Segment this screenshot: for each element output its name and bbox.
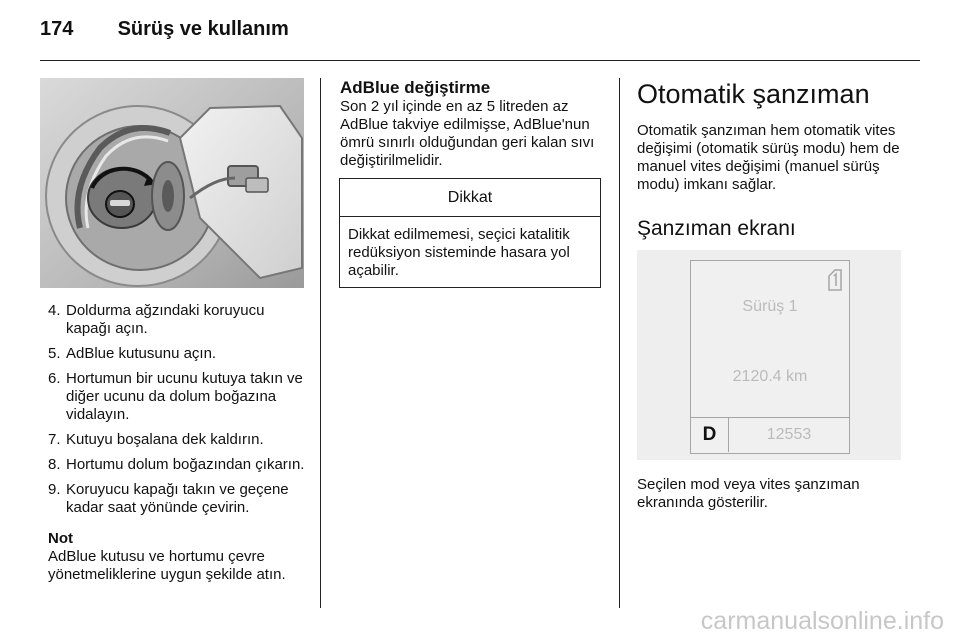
step-number: 7. — [48, 431, 61, 448]
transmission-display-illustration — [637, 250, 901, 460]
step-text: Koruyucu kapağı takın ve geçene kadar saat yönünde çevirin. — [66, 481, 289, 516]
adblue-section — [340, 78, 602, 170]
display-caption: Seçilen mod veya vites şanzıman ekranında gösterilir. — [637, 476, 860, 511]
step-text: Kutuyu boşalana dek kaldırın. — [66, 431, 264, 448]
step-number: 5. — [48, 345, 61, 362]
step-item — [48, 481, 310, 517]
display-subheading: Şanzıman ekranı — [637, 217, 796, 240]
column-divider-2 — [619, 78, 620, 608]
instruction-steps — [48, 302, 310, 524]
step-text: Doldurma ağzındaki koruyucu kapağı açın. — [66, 302, 265, 337]
step-number: 9. — [48, 481, 61, 498]
step-item — [48, 431, 310, 449]
caution-box — [339, 178, 601, 288]
display-odometer: 12553 — [766, 426, 812, 443]
step-item — [48, 345, 310, 363]
adblue-paragraph: Son 2 yıl içinde en az 5 litreden az AdBlue takviye edilmişse, AdBlue'nun ömrü sınırlı olduğundan geri kalan sıvı değiştirilmelidir. — [340, 98, 595, 169]
note-text: AdBlue kutusu ve hortumu çevre yönetmeliklerine uygun şekilde atın. — [48, 548, 286, 583]
step-item — [48, 302, 310, 338]
watermark: carmanualsonline.info — [700, 607, 944, 635]
column-divider-1 — [320, 78, 321, 608]
step-text: AdBlue kutusunu açın. — [66, 345, 217, 362]
adblue-heading: AdBlue değiştirme — [340, 78, 491, 97]
gear-indicator-icon — [827, 269, 843, 291]
page-number: 174 — [40, 18, 74, 40]
step-number: 4. — [48, 302, 61, 319]
display-gear: D — [691, 418, 729, 452]
note-block — [48, 530, 318, 584]
display-mode: Sürüş 1 — [742, 298, 798, 315]
step-item — [48, 456, 310, 474]
fuel-cap-illustration — [40, 78, 304, 288]
caution-title: Dikkat — [340, 179, 600, 217]
transmission-heading: Otomatik şanzıman — [637, 79, 870, 109]
step-text: Hortumu dolum boğazından çıkarın. — [66, 456, 305, 473]
step-number: 8. — [48, 456, 61, 473]
step-item — [48, 370, 310, 424]
step-number: 6. — [48, 370, 61, 387]
step-text: Hortumun bir ucunu kutuya takın ve diğer ucunu da dolum boğazına vidalayın. — [66, 370, 303, 423]
section-title: Sürüş ve kullanım — [117, 18, 289, 40]
header-rule — [40, 60, 920, 61]
caution-text: Dikkat edilmemesi, seçici katalitik redüksiyon sisteminde hasara yol açabilir. — [348, 226, 570, 279]
display-frame — [690, 260, 850, 454]
display-bottom-bar — [691, 417, 849, 453]
page-header — [40, 18, 289, 41]
note-label: Not — [48, 530, 73, 547]
transmission-intro: Otomatik şanzıman hem otomatik vites değişimi (otomatik sürüş modu) hem de manuel vites değişimi (manuel sürüş modu) imkanı sağlar. — [637, 122, 900, 193]
display-distance: 2120.4 km — [732, 368, 808, 385]
